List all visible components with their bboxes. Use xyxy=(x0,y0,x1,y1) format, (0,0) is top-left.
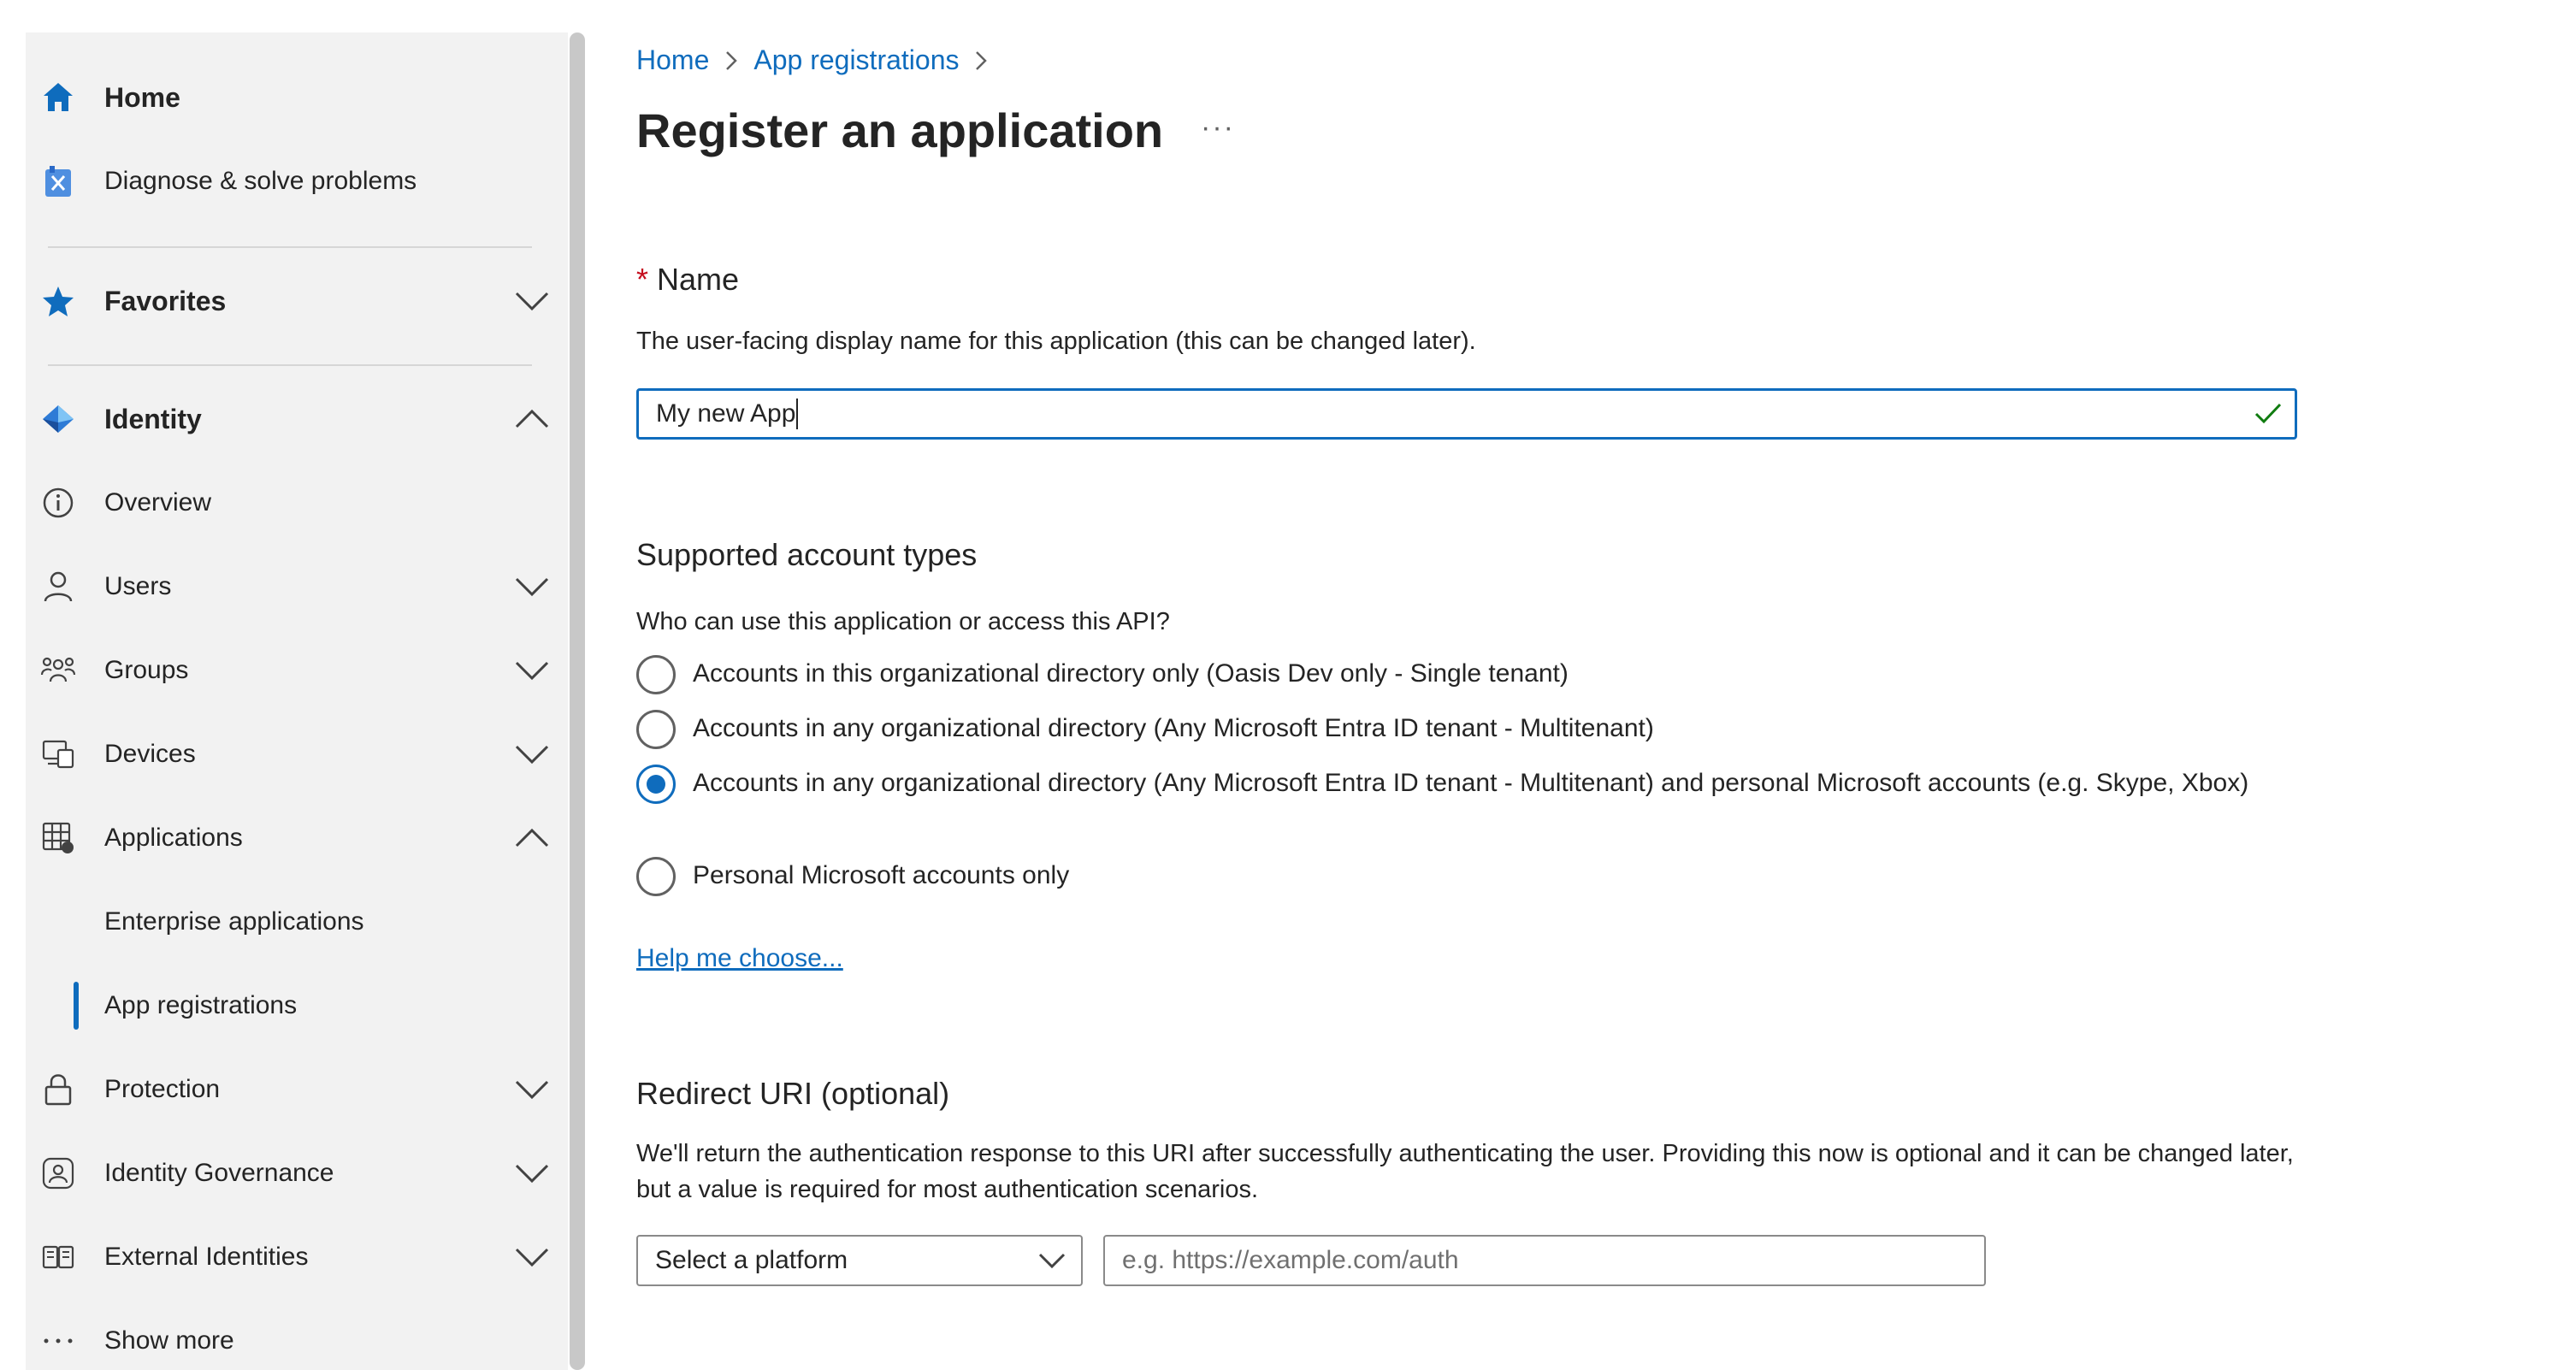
main-content xyxy=(636,0,2576,1370)
sidebar-item-label: Favorites xyxy=(104,285,227,316)
redirect-uri-placeholder: e.g. https://example.com/auth xyxy=(1122,1246,1459,1274)
sidebar-item-label: Overview xyxy=(104,488,212,517)
sidebar-item-identity-governance[interactable] xyxy=(26,1139,568,1208)
sidebar-item-users[interactable] xyxy=(26,552,568,621)
chevron-down-icon[interactable] xyxy=(513,658,551,683)
name-field[interactable] xyxy=(636,388,2297,440)
name-field-value: My new App xyxy=(656,399,796,428)
radio-button[interactable] xyxy=(636,710,676,749)
chevron-down-icon xyxy=(1037,1250,1067,1271)
name-label xyxy=(636,262,739,298)
chevron-down-icon[interactable] xyxy=(513,574,551,599)
governance-icon xyxy=(39,1154,77,1192)
help-me-choose-link[interactable]: Help me choose... xyxy=(636,944,843,972)
redirect-uri-heading: Redirect URI (optional) xyxy=(636,1076,950,1111)
radio-label: Accounts in this organizational directory only (Oasis Dev only - Single tenant) xyxy=(693,659,1569,688)
external-identities-icon xyxy=(39,1238,77,1276)
name-label-text: Name xyxy=(657,262,740,297)
chevron-down-icon[interactable] xyxy=(513,1077,551,1102)
diagnose-icon xyxy=(39,162,77,200)
applications-icon xyxy=(39,819,77,857)
selected-indicator xyxy=(74,982,79,1030)
redirect-uri-description: We'll return the authentication response to this URI after successfully authenticating the user. Providing this now is optional and it can be changed later, but a value is required for most authentication scenarios. xyxy=(636,1140,2294,1203)
more-icon xyxy=(39,1322,77,1360)
account-types-heading: Supported account types xyxy=(636,537,978,572)
sidebar-item-diagnose[interactable] xyxy=(26,147,568,216)
sidebar-item-favorites[interactable] xyxy=(26,267,568,335)
radio-label: Accounts in any organizational directory (Any Microsoft Entra ID tenant - Multitenant) and personal Microsoft accounts (e.g. Skype, Xbox) xyxy=(693,769,2249,797)
sidebar-divider xyxy=(48,364,532,366)
chevron-up-icon[interactable] xyxy=(513,406,551,432)
sidebar-item-label: Protection xyxy=(104,1075,221,1103)
groups-icon xyxy=(39,652,77,689)
sidebar-item-label: Users xyxy=(104,572,172,600)
sidebar-divider xyxy=(48,246,532,248)
radio-button-checked[interactable] xyxy=(636,765,676,804)
sidebar xyxy=(26,32,568,1370)
platform-select[interactable] xyxy=(636,1235,1083,1286)
sidebar-item-protection[interactable] xyxy=(26,1055,568,1124)
radio-button[interactable] xyxy=(636,655,676,694)
sidebar-item-label: App registrations xyxy=(104,991,298,1019)
account-type-option-personal-only[interactable] xyxy=(636,857,2301,896)
account-type-option-single-tenant[interactable] xyxy=(636,655,2301,694)
platform-select-value: Select a platform xyxy=(655,1246,848,1274)
radio-label: Personal Microsoft accounts only xyxy=(693,861,1070,889)
home-icon xyxy=(39,79,77,116)
sidebar-item-overview[interactable] xyxy=(26,469,568,537)
account-types-question: Who can use this application or access this API? xyxy=(636,608,1170,635)
chevron-down-icon[interactable] xyxy=(513,741,551,767)
radio-label: Accounts in any organizational directory (Any Microsoft Entra ID tenant - Multitenant) xyxy=(693,714,1654,742)
chevron-down-icon[interactable] xyxy=(513,1244,551,1270)
sidebar-item-groups[interactable] xyxy=(26,636,568,705)
sidebar-item-show-more[interactable] xyxy=(26,1307,568,1370)
sidebar-item-label: Identity xyxy=(104,403,202,434)
sidebar-item-home[interactable] xyxy=(26,63,568,132)
sidebar-item-label: Enterprise applications xyxy=(104,907,364,936)
sidebar-item-app-registrations[interactable] xyxy=(26,971,568,1040)
sidebar-item-label: External Identities xyxy=(104,1243,309,1271)
account-type-option-multitenant[interactable] xyxy=(636,710,2301,749)
chevron-down-icon[interactable] xyxy=(513,1160,551,1186)
sidebar-item-label: Show more xyxy=(104,1326,234,1355)
sidebar-item-label: Identity Governance xyxy=(104,1159,334,1187)
sidebar-item-label: Applications xyxy=(104,824,243,852)
chevron-right-icon xyxy=(964,48,998,74)
sidebar-item-label: Devices xyxy=(104,740,196,768)
breadcrumb-home[interactable]: Home xyxy=(636,44,710,75)
chevron-right-icon xyxy=(714,48,748,74)
sidebar-item-label: Home xyxy=(104,81,180,113)
chevron-up-icon[interactable] xyxy=(513,825,551,851)
sidebar-item-applications[interactable] xyxy=(26,804,568,872)
identity-icon xyxy=(39,400,77,438)
text-caret xyxy=(796,399,798,429)
star-icon xyxy=(39,282,77,320)
sidebar-item-external-identities[interactable] xyxy=(26,1223,568,1291)
lock-icon xyxy=(39,1071,77,1108)
user-icon xyxy=(39,568,77,605)
account-type-option-multitenant-personal[interactable] xyxy=(636,765,2301,804)
name-description: The user-facing display name for this application (this can be changed later). xyxy=(636,328,1476,355)
breadcrumb xyxy=(636,44,1003,76)
sidebar-item-identity[interactable] xyxy=(26,385,568,453)
devices-icon xyxy=(39,735,77,773)
required-marker: * xyxy=(636,262,649,297)
sidebar-scrollbar[interactable] xyxy=(570,32,585,1370)
checkmark-icon xyxy=(2254,401,2283,427)
sidebar-item-label: Diagnose & solve problems xyxy=(104,167,417,195)
redirect-uri-input[interactable] xyxy=(1103,1235,1986,1286)
sidebar-item-label: Groups xyxy=(104,656,189,684)
breadcrumb-app-registrations[interactable]: App registrations xyxy=(753,44,960,75)
sidebar-item-enterprise-applications[interactable] xyxy=(26,888,568,956)
page-title: Register an application xyxy=(636,103,1164,157)
info-icon xyxy=(39,484,77,522)
chevron-down-icon[interactable] xyxy=(513,288,551,314)
more-options-button[interactable]: ··· xyxy=(1201,111,1235,144)
radio-button[interactable] xyxy=(636,857,676,896)
sidebar-item-devices[interactable] xyxy=(26,720,568,788)
